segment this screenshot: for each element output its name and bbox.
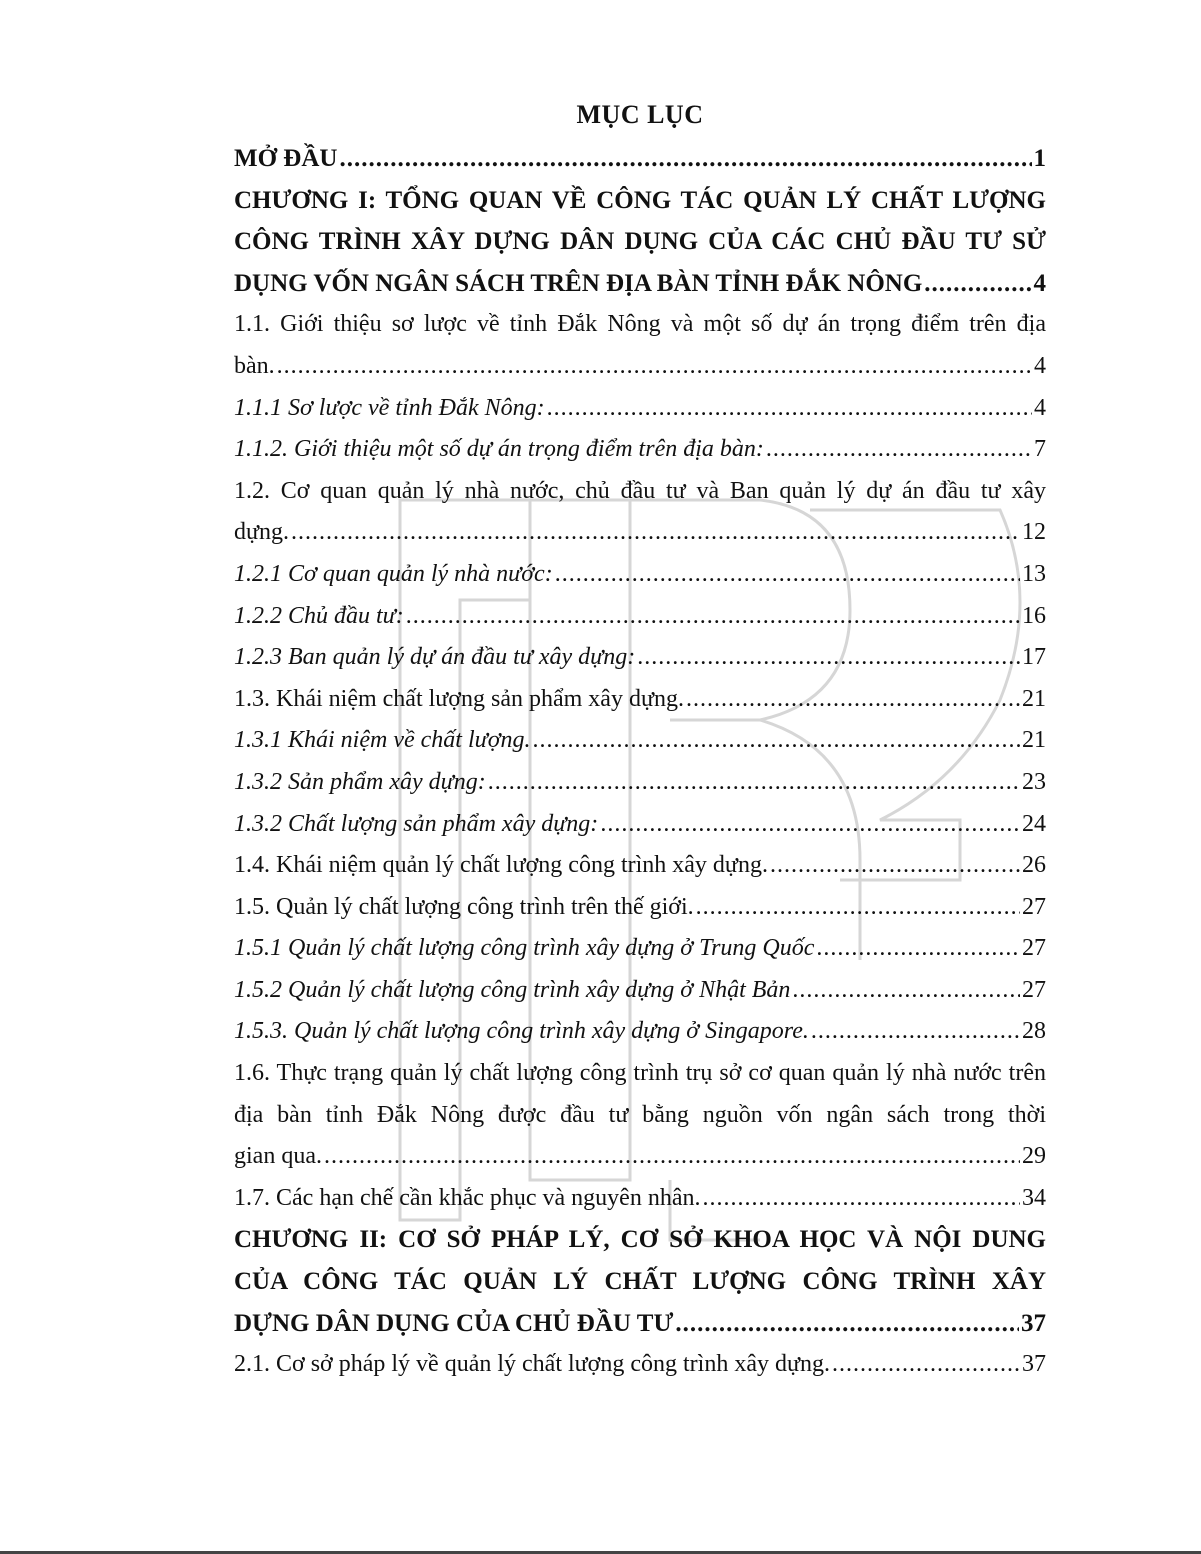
toc-page-number: 24: [1022, 810, 1046, 837]
toc-entry-text: 1.3. Khái niệm chất lượng sản phẩm xây dựng.: [234, 685, 684, 712]
toc-entry-line: [234, 804, 1046, 846]
dot-leader: [547, 388, 1032, 430]
toc-entry[interactable]: [234, 845, 1046, 887]
toc-entry-text: gian qua.: [234, 1143, 322, 1170]
toc-page-number: 17: [1022, 644, 1046, 671]
toc-entry-text: 2.1. Cơ sở pháp lý về quản lý chất lượng công trình xây dựng.: [234, 1351, 831, 1378]
toc-entry[interactable]: [234, 804, 1046, 846]
toc-page-number: 21: [1022, 685, 1046, 712]
toc-entry-line: [234, 1344, 1046, 1386]
toc-entry-line: [234, 1303, 1046, 1345]
toc-page-number: 16: [1022, 602, 1046, 629]
dot-leader: [291, 512, 1020, 554]
toc-page-number: 27: [1022, 935, 1046, 962]
toc-entry-text: dựng.: [234, 519, 290, 546]
dot-leader: [324, 1136, 1020, 1178]
toc-title: MỤC LỤC: [576, 100, 704, 129]
dot-leader: [770, 845, 1020, 887]
dot-leader: [696, 887, 1020, 929]
toc-entry[interactable]: [234, 1053, 1046, 1178]
table-of-contents: [234, 138, 1046, 1386]
dot-leader: [832, 1344, 1020, 1386]
toc-entry-line: [234, 263, 1046, 305]
toc-page-number: 13: [1022, 560, 1046, 587]
toc-entry[interactable]: [234, 1344, 1046, 1386]
dot-leader: [686, 679, 1020, 721]
dot-leader: [924, 263, 1031, 305]
toc-entry-text: 1.2.3 Ban quản lý dự án đầu tư xây dựng:: [234, 644, 636, 671]
dot-leader: [555, 554, 1020, 596]
toc-entry-line: [234, 720, 1046, 762]
toc-entry-line: [234, 138, 1046, 180]
toc-entry-line: [234, 596, 1046, 638]
toc-entry-line: [234, 679, 1046, 721]
toc-entry-text: 1.3.2 Chất lượng sản phẩm xây dựng:: [234, 810, 599, 837]
toc-entry[interactable]: [234, 304, 1046, 387]
toc-entry-text: 1.2.1 Cơ quan quản lý nhà nước:: [234, 560, 553, 587]
dot-leader: [488, 762, 1020, 804]
toc-entry[interactable]: [234, 429, 1046, 471]
dot-leader: [406, 596, 1020, 638]
toc-entry-text: MỞ ĐẦU: [234, 145, 338, 172]
toc-entry-line: [234, 1178, 1046, 1220]
toc-entry-text: 1.2.2 Chủ đầu tư:: [234, 602, 404, 629]
toc-page-number: 4: [1033, 269, 1046, 297]
toc-entry-line: [234, 762, 1046, 804]
toc-entry-line: [234, 1136, 1046, 1178]
toc-entry[interactable]: [234, 596, 1046, 638]
toc-page-number: 26: [1022, 852, 1046, 879]
toc-entry-line: [234, 970, 1046, 1012]
dot-leader: [533, 720, 1020, 762]
toc-page-number: 23: [1022, 768, 1046, 795]
toc-entry-line: [234, 928, 1046, 970]
toc-page-number: 7: [1034, 436, 1046, 463]
toc-entry-lead-text: 1.6. Thực trạng quản lý chất lượng công trình trụ sở cơ quan quản lý nhà nước trên địa bàn tỉnh Đắk Nông được đầu tư bằng nguồn vốn ngân sách trong thời: [234, 1060, 1046, 1128]
toc-entry-lead-text: CHƯƠNG II: CƠ SỞ PHÁP LÝ, CƠ SỞ KHOA HỌC VÀ NỘI DUNG CỦA CÔNG TÁC QUẢN LÝ CHẤT LƯỢNG CÔNG TRÌNH XÂY: [234, 1226, 1046, 1296]
toc-entry-text: 1.4. Khái niệm quản lý chất lượng công trình xây dựng.: [234, 852, 768, 879]
toc-entry[interactable]: [234, 471, 1046, 554]
toc-entry-text: DỰNG DÂN DỤNG CỦA CHỦ ĐẦU TƯ: [234, 1309, 674, 1337]
toc-entry[interactable]: [234, 180, 1046, 305]
toc-entry[interactable]: [234, 720, 1046, 762]
dot-leader: [811, 1011, 1020, 1053]
toc-page-number: 28: [1022, 1018, 1046, 1045]
dot-leader: [277, 346, 1032, 388]
dot-leader: [675, 1303, 1019, 1345]
toc-entry-text: 1.5.2 Quản lý chất lượng công trình xây dựng ở Nhật Bản: [234, 976, 791, 1003]
toc-entry[interactable]: [234, 762, 1046, 804]
dot-leader: [637, 637, 1020, 679]
toc-entry[interactable]: [234, 388, 1046, 430]
toc-entry-lead-text: CHƯƠNG I: TỔNG QUAN VỀ CÔNG TÁC QUẢN LÝ CHẤT LƯỢNG CÔNG TRÌNH XÂY DỰNG DÂN DỤNG CỦA CÁC CHỦ ĐẦU TƯ SỬ: [234, 186, 1046, 256]
toc-entry[interactable]: [234, 928, 1046, 970]
toc-page-number: 27: [1022, 893, 1046, 920]
toc-entry[interactable]: [234, 1178, 1046, 1220]
toc-page-number: 29: [1022, 1143, 1046, 1170]
toc-entry-lead-text: 1.1. Giới thiệu sơ lược về tỉnh Đắk Nông và một số dự án trọng điểm trên địa: [234, 311, 1046, 338]
toc-entry-text: 1.3.1 Khái niệm về chất lượng.: [234, 727, 531, 754]
toc-page-number: 4: [1034, 352, 1046, 379]
toc-entry-text: 1.3.2 Sản phẩm xây dựng:: [234, 768, 486, 795]
toc-entry-line: [234, 887, 1046, 929]
toc-entry-line: [234, 1011, 1046, 1053]
dot-leader: [600, 804, 1020, 846]
toc-page-number: 27: [1022, 976, 1046, 1003]
toc-page-number: 37: [1021, 1309, 1046, 1337]
toc-page-number: 12: [1022, 519, 1046, 546]
toc-entry-text: 1.7. Các hạn chế cần khắc phục và nguyên nhân.: [234, 1184, 701, 1211]
toc-entry-text: 1.5.1 Quản lý chất lượng công trình xây dựng ở Trung Quốc: [234, 935, 815, 962]
toc-entry-text: DỤNG VỐN NGÂN SÁCH TRÊN ĐỊA BÀN TỈNH ĐẮK NÔNG: [234, 269, 923, 297]
toc-entry-text: 1.5. Quản lý chất lượng công trình trên thế giới.: [234, 893, 694, 920]
dot-leader: [816, 928, 1020, 970]
toc-page-number: 37: [1022, 1351, 1046, 1378]
toc-entry[interactable]: [234, 887, 1046, 929]
dot-leader: [339, 138, 1031, 180]
toc-entry-line: [234, 512, 1046, 554]
toc-page-number: 4: [1034, 394, 1046, 421]
dot-leader: [766, 429, 1032, 471]
toc-entry-line: [234, 637, 1046, 679]
toc-entry-line: [234, 388, 1046, 430]
toc-entry-text: 1.1.2. Giới thiệu một số dự án trọng điểm trên địa bàn:: [234, 436, 764, 463]
toc-entry-line: [234, 346, 1046, 388]
dot-leader: [703, 1178, 1021, 1220]
toc-entry[interactable]: [234, 1011, 1046, 1053]
toc-entry-text: 1.1.1 Sơ lược về tỉnh Đắk Nông:: [234, 394, 545, 421]
dot-leader: [792, 970, 1020, 1012]
toc-page-number: 21: [1022, 727, 1046, 754]
toc-entry-line: [234, 429, 1046, 471]
toc-page-number: 34: [1022, 1184, 1046, 1211]
toc-entry[interactable]: [234, 554, 1046, 596]
toc-entry-line: [234, 845, 1046, 887]
toc-entry-text: bàn.: [234, 352, 275, 379]
toc-entry-text: 1.5.3. Quản lý chất lượng công trình xây dựng ở Singapore.: [234, 1018, 809, 1045]
toc-entry[interactable]: [234, 1219, 1046, 1344]
toc-entry[interactable]: [234, 138, 1046, 180]
toc-entry-lead-text: 1.2. Cơ quan quản lý nhà nước, chủ đầu tư và Ban quản lý dự án đầu tư xây: [234, 477, 1046, 504]
toc-entry[interactable]: [234, 679, 1046, 721]
toc-page-number: 1: [1033, 145, 1046, 172]
toc-entry-line: [234, 554, 1046, 596]
toc-entry[interactable]: [234, 637, 1046, 679]
toc-entry[interactable]: [234, 970, 1046, 1012]
